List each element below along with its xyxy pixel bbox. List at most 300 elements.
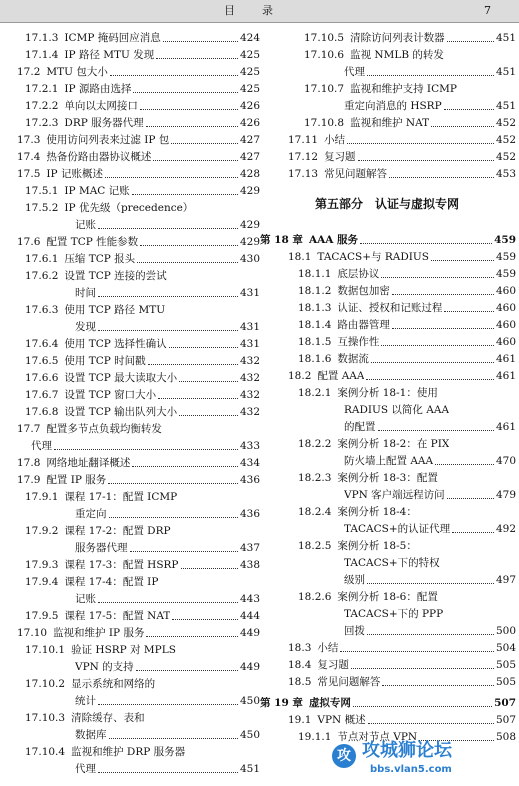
toc-entry [0, 385, 260, 402]
toc-entry-number: 17.10.3 [25, 711, 66, 724]
toc-entry-title: 记账 [75, 592, 96, 605]
toc-entry-page: 426 [239, 99, 260, 112]
toc-entry-title: ICMP 掩码回应消息 [64, 31, 161, 44]
toc-entry [258, 264, 516, 281]
toc-entry-number: 18.1.3 [298, 301, 332, 314]
toc-leader-dots [146, 126, 238, 127]
toc-leader-dots [392, 294, 494, 295]
toc-entry-title: 使用 TCP 路径 MTU [64, 303, 166, 316]
toc-entry-page: 436 [239, 507, 260, 520]
toc-entry-title: TACACS+下的 PPP [344, 607, 444, 620]
toc-entry-title: 使用 TCP 选择性确认 [64, 337, 167, 350]
toc-leader-dots [98, 228, 238, 229]
toc-entry-number: 17.8 [17, 456, 41, 469]
toc-leader-dots [358, 160, 494, 161]
toc-entry-title: 案例分析 18-4： [337, 505, 417, 518]
toc-leader-dots [108, 483, 238, 484]
toc-entry-number: 第 18 章 [260, 233, 303, 246]
toc-entry-title: AAA 服务 [308, 233, 359, 246]
toc-entry [0, 555, 260, 572]
toc-entry-title: 设置 TCP 输出队列大小 [64, 405, 178, 418]
toc-entry [258, 468, 516, 485]
toc-entry-title: TACACS+与 RADIUS [317, 250, 429, 263]
toc-entry-title: 常见问题解答 [317, 675, 381, 688]
toc-entry [0, 708, 260, 725]
toc-entry [0, 572, 260, 589]
toc-entry-title: 防火墙上配置 AAA [344, 454, 434, 467]
toc-entry-number: 18.1.5 [298, 335, 332, 348]
toc-entry [0, 28, 260, 45]
toc-entry-title: 课程 17-2：配置 DRP [64, 524, 171, 537]
toc-leader-dots [381, 345, 494, 346]
toc-leader-dots [381, 277, 494, 278]
toc-entry-number: 18.1 [288, 250, 312, 263]
toc-entry-page: 432 [239, 405, 260, 418]
toc-entry [0, 759, 260, 776]
toc-entry-number: 19.1.1 [298, 730, 332, 743]
toc-entry [0, 147, 260, 164]
toc-entry-title: DRP 服务器代理 [64, 116, 144, 129]
toc-entry-number: 18.2 [288, 369, 312, 382]
toc-leader-dots [367, 75, 494, 76]
toc-leader-dots [140, 109, 238, 110]
toc-entry-number: 17.5.2 [25, 201, 59, 214]
header-title-b: 录 [262, 4, 273, 17]
toc-entry-page: 433 [239, 439, 260, 452]
toc-leader-dots [452, 532, 494, 533]
toc-entry [258, 247, 516, 264]
toc-entry [258, 130, 516, 147]
toc-leader-dots [172, 619, 238, 620]
toc-entry [0, 164, 260, 181]
toc-entry-page: 427 [239, 150, 260, 163]
toc-entry-title: 发现 [75, 320, 96, 333]
toc-entry-title: 数据包加密 [337, 284, 390, 297]
toc-entry-page: 460 [495, 284, 516, 297]
toc-entry-title: 案例分析 18-2：在 PIX [337, 437, 450, 450]
toc-leader-dots [132, 466, 238, 467]
toc-entry-number: 18.4 [288, 658, 312, 671]
toc-entry [0, 436, 260, 453]
toc-entry-number: 17.6.8 [25, 405, 59, 418]
toc-leader-dots [169, 347, 238, 348]
toc-entry-title: 数据库 [75, 728, 107, 741]
toc-leader-dots [353, 706, 492, 707]
toc-entry [0, 198, 260, 215]
toc-leader-dots [171, 143, 238, 144]
toc-entry-number: 18.2.5 [298, 539, 332, 552]
toc-entry-title: 配置 AAA [317, 369, 365, 382]
toc-entry-number: 17.7 [17, 422, 41, 435]
toc-leader-dots [98, 296, 238, 297]
toc-entry [0, 742, 260, 759]
toc-entry-title: 记账 [75, 218, 96, 231]
toc-entry-title: 清除缓存、表和 [71, 711, 145, 724]
toc-entry [0, 453, 260, 470]
toc-entry-title: 压缩 TCP 报头 [64, 252, 136, 265]
toc-entry [258, 621, 516, 638]
toc-entry [0, 674, 260, 691]
toc-leader-dots [382, 685, 494, 686]
toc-entry [258, 553, 516, 570]
toc-entry [258, 417, 516, 434]
toc-leader-dots [109, 517, 238, 518]
toc-entry-title: 级别 [344, 573, 365, 586]
toc-entry [0, 45, 260, 62]
toc-entry [258, 113, 516, 130]
toc-entry-title: 的配置 [344, 420, 376, 433]
toc-entry-title: 回拨 [344, 624, 365, 637]
toc-entry-title: 案例分析 18-6：配置 [337, 590, 438, 603]
toc-entry-title: 时间 [75, 286, 96, 299]
toc-entry-page: 505 [495, 675, 516, 688]
toc-entry-title: IP MAC 记账 [64, 184, 130, 197]
toc-entry [258, 298, 516, 315]
toc-entry-page: 432 [239, 371, 260, 384]
toc-entry-number: 17.1.4 [25, 48, 59, 61]
toc-entry [0, 640, 260, 657]
toc-entry-page: 431 [239, 320, 260, 333]
toc-entry-title: 复习题 [317, 658, 349, 671]
toc-entry-number: 18.1.6 [298, 352, 332, 365]
toc-entry [0, 96, 260, 113]
toc-entry-title: 服务器代理 [75, 541, 128, 554]
toc-leader-dots [367, 583, 494, 584]
toc-leader-dots [98, 330, 238, 331]
toc-entry-number: 17.10.7 [304, 82, 345, 95]
toc-entry [0, 181, 260, 198]
toc-entry [0, 538, 260, 555]
toc-entry-number: 17.9.1 [25, 490, 59, 503]
toc-entry [258, 587, 516, 604]
toc-entry-page: 436 [239, 473, 260, 486]
toc-entry-number: 17.10.8 [304, 116, 345, 129]
toc-entry-title: 底层协议 [337, 267, 380, 280]
toc-leader-dots [378, 430, 494, 431]
toc-entry-title: 重定向消息的 HSRP [344, 99, 442, 112]
toc-entry [258, 383, 516, 400]
toc-entry-page: 432 [239, 354, 260, 367]
toc-entry [0, 232, 260, 249]
toc-leader-dots [179, 415, 238, 416]
toc-entry-title: TACACS+下的特权 [344, 556, 440, 569]
toc-leader-dots [447, 41, 494, 42]
toc-entry-title: MTU 包大小 [46, 65, 108, 78]
toc-leader-dots [389, 177, 494, 178]
toc-entry-page: 429 [239, 235, 260, 248]
toc-entry-title: 虚拟专网 [308, 696, 351, 709]
toc-entry-number: 第 19 章 [260, 696, 303, 709]
toc-entry-title: 设置 TCP 连接的尝试 [64, 269, 167, 282]
toc-entry-number: 17.1.3 [25, 31, 59, 44]
toc-entry-title: 单向以太网接口 [64, 99, 138, 112]
toc-entry [0, 691, 260, 708]
toc-entry-page: 430 [239, 252, 260, 265]
toc-leader-dots [105, 177, 238, 178]
toc-entry-title: 配置多节点负载均衡转发 [46, 422, 162, 435]
toc-entry-number: 18.2.6 [298, 590, 332, 603]
toc-entry-title: 案例分析 18-3：配置 [337, 471, 438, 484]
toc-entry-title: IP 路径 MTU 发现 [64, 48, 155, 61]
toc-entry [0, 249, 260, 266]
toc-entry-title: 监视和维护 DRP 服务器 [71, 745, 186, 758]
toc-entry-page: 461 [495, 352, 516, 365]
toc-entry-number: 17.10.1 [25, 643, 66, 656]
toc-entry [0, 487, 260, 504]
toc-entry [0, 215, 260, 232]
toc-entry-title: VPN 客户端远程访问 [344, 488, 445, 501]
toc-entry-page: 431 [239, 337, 260, 350]
toc-right-column [258, 28, 516, 744]
toc-entry-title: 网络地址翻译概述 [46, 456, 131, 469]
toc-entry-title: 监视 NMLB 的转发 [350, 48, 444, 61]
toc-leader-dots [347, 143, 494, 144]
toc-entry-page: 497 [495, 573, 516, 586]
toc-entry-number: 17.10.5 [304, 31, 345, 44]
toc-entry-page: 452 [495, 116, 516, 129]
toc-entry-page: 451 [495, 31, 516, 44]
toc-entry-page: 508 [495, 730, 516, 743]
toc-entry-number: 19.1 [288, 713, 312, 726]
toc-entry [258, 710, 516, 727]
toc-entry-page: 429 [239, 184, 260, 197]
toc-entry-title: 数据流 [337, 352, 369, 365]
header-title-a: 目 [224, 4, 235, 17]
toc-entry-title: 代理 [75, 762, 96, 775]
toc-entry-page: 449 [239, 660, 260, 673]
toc-entry-title: 代理 [31, 439, 52, 452]
toc-entry [0, 657, 260, 674]
toc-entry-title: 案例分析 18-5： [337, 539, 417, 552]
toc-leader-dots [146, 636, 238, 637]
toc-entry-title: 认证、授权和记账过程 [337, 301, 443, 314]
toc-entry-page: 425 [239, 82, 260, 95]
toc-entry-page: 450 [239, 728, 260, 741]
toc-entry [0, 470, 260, 487]
toc-entry-page: 452 [495, 150, 516, 163]
toc-entry-page: 459 [495, 267, 516, 280]
toc-entry-number: 18.2.3 [298, 471, 332, 484]
toc-entry-page: 431 [239, 286, 260, 299]
toc-entry-number: 17.5 [17, 167, 41, 180]
toc-entry [0, 623, 260, 640]
toc-entry-number: 17.2.2 [25, 99, 59, 112]
toc-entry [258, 400, 516, 417]
toc-entry-title: 清除访问列表计数器 [350, 31, 445, 44]
toc-entry [0, 300, 260, 317]
toc-entry-title: 使用 TCP 时间戳 [64, 354, 146, 367]
toc-entry [258, 315, 516, 332]
toc-entry-page: 451 [495, 99, 516, 112]
toc-entry-title: 课程 17-3：配置 HSRP [64, 558, 179, 571]
toc-entry-number: 17.2.3 [25, 116, 59, 129]
toc-entry [258, 79, 516, 96]
toc-leader-dots [98, 602, 238, 603]
toc-entry [0, 283, 260, 300]
toc-entry [0, 317, 260, 334]
toc-entry-title: 配置 TCP 性能参数 [46, 235, 139, 248]
toc-entry-page: 460 [495, 335, 516, 348]
toc-entry-number: 18.1.4 [298, 318, 332, 331]
toc-entry-title: 使用访问列表来过滤 IP 包 [46, 133, 170, 146]
toc-entry-page: 429 [239, 218, 260, 231]
toc-leader-dots [392, 328, 494, 329]
toc-entry [0, 419, 260, 436]
toc-leader-dots [110, 75, 238, 76]
toc-entry-title: 复习题 [324, 150, 356, 163]
toc-leader-dots [132, 194, 238, 195]
toc-entry [258, 332, 516, 349]
toc-entry-page: 450 [239, 694, 260, 707]
toc-entry-title: 代理 [344, 65, 365, 78]
toc-entry-title: 统计 [75, 694, 96, 707]
page-number: 7 [484, 4, 491, 17]
toc-entry [0, 504, 260, 521]
toc-entry [0, 334, 260, 351]
toc-entry [258, 519, 516, 536]
toc-leader-dots [340, 651, 494, 652]
toc-entry-title: 案例分析 18-1：使用 [337, 386, 438, 399]
toc-entry-page: 459 [494, 233, 516, 246]
toc-entry-number: 17.6.1 [25, 252, 59, 265]
toc-entry [0, 79, 260, 96]
toc-entry-number: 17.10.6 [304, 48, 345, 61]
toc-entry-title: IP 优先级（precedence） [64, 201, 194, 214]
toc-left-column [0, 28, 260, 776]
toc-entry-page: 505 [495, 658, 516, 671]
toc-entry [0, 130, 260, 147]
toc-entry-title: IP 记账概述 [46, 167, 103, 180]
toc-entry-number: 17.10 [17, 626, 48, 639]
toc-entry-page: 424 [239, 31, 260, 44]
toc-entry [258, 638, 516, 655]
toc-entry-number: 18.1.1 [298, 267, 332, 280]
toc-entry [258, 434, 516, 451]
toc-leader-dots [98, 704, 238, 705]
toc-entry [258, 570, 516, 587]
toc-entry [258, 485, 516, 502]
toc-entry-title: TACACS+的认证代理 [344, 522, 451, 535]
toc-entry-number: 17.4 [17, 150, 41, 163]
toc-entry-title: 小结 [324, 133, 346, 146]
toc-entry [258, 349, 516, 366]
toc-leader-dots [98, 772, 238, 773]
toc-entry-number: 17.6.3 [25, 303, 59, 316]
toc-leader-dots [444, 311, 494, 312]
toc-entry [258, 28, 516, 45]
toc-entry-number: 17.10.4 [25, 745, 66, 758]
toc-entry [258, 62, 516, 79]
toc-leader-dots [158, 398, 238, 399]
toc-entry-page: 459 [495, 250, 516, 263]
toc-entry-number: 17.6.5 [25, 354, 59, 367]
toc-entry [0, 351, 260, 368]
toc-entry [0, 725, 260, 742]
toc-entry [0, 266, 260, 283]
toc-entry-title: 课程 17-5：配置 NAT [64, 609, 171, 622]
toc-leader-dots [360, 243, 492, 244]
toc-entry [258, 45, 516, 62]
toc-entry-title: 热备份路由器协议概述 [46, 150, 152, 163]
toc-entry [0, 368, 260, 385]
toc-entry [258, 147, 516, 164]
toc-entry-number: 18.2.1 [298, 386, 332, 399]
toc-entry-number: 17.2.1 [25, 82, 59, 95]
toc-entry-page: 504 [495, 641, 516, 654]
toc-entry-page: 434 [239, 456, 260, 469]
toc-entry [258, 693, 516, 710]
toc-leader-dots [137, 262, 238, 263]
toc-leader-dots [431, 126, 494, 127]
toc-entry-number: 18.5 [288, 675, 312, 688]
toc-entry-page: 425 [239, 65, 260, 78]
toc-leader-dots [130, 551, 238, 552]
toc-entry-number: 17.9.3 [25, 558, 59, 571]
toc-leader-dots [148, 364, 238, 365]
toc-entry-title: 小结 [317, 641, 339, 654]
toc-entry-title: 验证 HSRP 对 MPLS [71, 643, 176, 656]
toc-leader-dots [140, 245, 238, 246]
toc-entry-number: 18.1.2 [298, 284, 332, 297]
toc-entry-page: 428 [239, 167, 260, 180]
forum-logo-icon: 攻 [332, 744, 356, 768]
toc-entry-page: 461 [495, 369, 516, 382]
toc-entry-number: 18.2.2 [298, 437, 332, 450]
watermark-url: bbs.vlan5.com [370, 764, 452, 775]
toc-entry-number: 17.10.2 [25, 677, 66, 690]
toc-entry-title: VPN 的支持 [75, 660, 134, 673]
toc-entry-title: 重定向 [75, 507, 107, 520]
toc-entry-page: 425 [239, 48, 260, 61]
toc-entry-number: 17.3 [17, 133, 41, 146]
toc-entry-number: 17.9.2 [25, 524, 59, 537]
toc-entry-title: 常见问题解答 [324, 167, 388, 180]
toc-entry-number: 18.2.4 [298, 505, 332, 518]
toc-entry-title: IP 源路由选择 [64, 82, 132, 95]
toc-entry-number: 17.6 [17, 235, 41, 248]
toc-leader-dots [368, 723, 494, 724]
toc-entry-title: 课程 17-1：配置 ICMP [64, 490, 178, 503]
toc-entry-title: 监视和维护 IP 服务 [53, 626, 145, 639]
toc-entry-page: 452 [495, 133, 516, 146]
toc-entry-title: 监视和维护支持 ICMP [350, 82, 457, 95]
toc-entry [258, 230, 516, 247]
toc-entry [258, 502, 516, 519]
toc-entry-number: 17.9.5 [25, 609, 59, 622]
toc-entry-page: 449 [239, 626, 260, 639]
toc-entry-title: 互操作性 [337, 335, 380, 348]
page-header [0, 0, 519, 23]
toc-entry-number: 17.5.1 [25, 184, 59, 197]
toc-entry-number: 17.12 [288, 150, 319, 163]
toc-entry [0, 521, 260, 538]
toc-leader-dots [163, 41, 238, 42]
toc-entry-title: 设置 TCP 窗口大小 [64, 388, 157, 401]
toc-entry-number: 18.3 [288, 641, 312, 654]
toc-entry-number: 17.2 [17, 65, 41, 78]
toc-entry [0, 402, 260, 419]
toc-entry-page: 453 [495, 167, 516, 180]
toc-entry [0, 606, 260, 623]
toc-entry [258, 604, 516, 621]
toc-entry [258, 536, 516, 553]
toc-entry-title: 显示系统和网络的 [71, 677, 156, 690]
toc-entry-page: 427 [239, 133, 260, 146]
toc-entry-title: 配置 IP 服务 [46, 473, 107, 486]
toc-leader-dots [366, 379, 493, 380]
toc-leader-dots [351, 668, 494, 669]
forum-watermark [332, 740, 519, 786]
